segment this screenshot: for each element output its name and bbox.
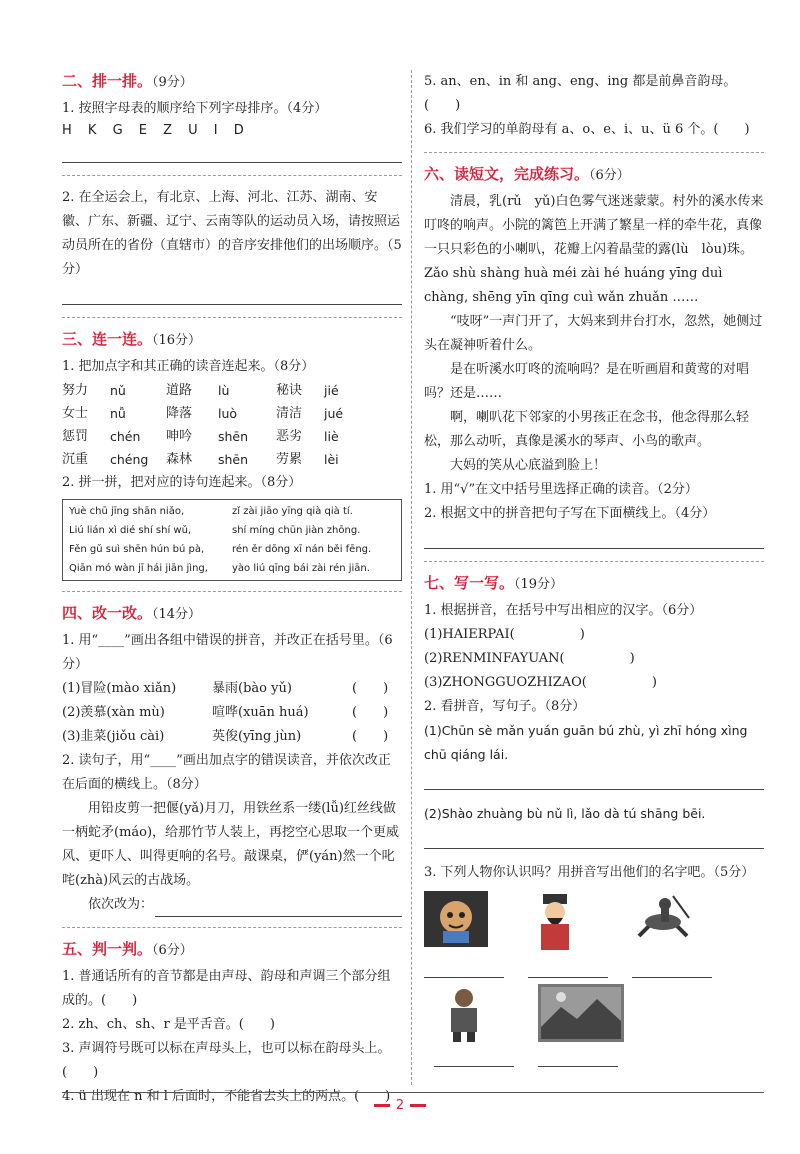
sec2-q1: 1. 按照字母表的顺序给下列字母排序。（4分） [62, 101, 328, 116]
judge-item: 3. 声调符号既可以标在声母头上，也可以标在韵母头上。( ) [62, 1041, 391, 1080]
section-5-title: 五、判一判。（6分） [62, 940, 193, 958]
section-2-title: 二、排一排。（9分） [62, 72, 193, 90]
footer-line [62, 1092, 764, 1093]
section-4-title: 四、改一改。（14分） [62, 604, 202, 622]
answer-line[interactable] [424, 771, 764, 790]
character-picture [632, 891, 696, 947]
sec7-q3: 3. 下列人物你认识吗？用拼音写出他们的名字吧。（5分） [424, 865, 755, 880]
section-3-title: 三、连一连。（16分） [62, 330, 202, 348]
sec6-q2: 2. 根据文中的拼音把句子写在下面横线上。（4分） [424, 506, 716, 521]
caps-item: (3)ZHONGGUOZHIZAO( ) [424, 675, 657, 690]
letters: H K G E Z U I D [62, 123, 250, 138]
character-pictures-row-2 [434, 984, 764, 1067]
character-picture [434, 986, 494, 1042]
answer-blank[interactable] [528, 967, 608, 978]
fix-row: (1)冒险(mào xiǎn) 暴雨(bào yǔ) ( ) [62, 681, 389, 696]
reading-paragraph: “吱呀”一声门开了，大妈来到井台打水，忽然，她侧过头在凝神听着什么。 [424, 314, 763, 353]
fix-row: (2)羡慕(xàn mù) 喧哗(xuān huá) ( ) [62, 705, 389, 720]
reading-paragraph: 是在听溪水叮咚的流响吗？是在听画眉和黄莺的对唱吗？还是…… [424, 362, 750, 401]
judge-item: 5. an、en、in 和 ang、eng、ing 都是前鼻音韵母。( ) [424, 74, 737, 113]
sec7-q2: 2. 看拼音，写句子。（8分） [424, 699, 586, 714]
judge-item: 2. zh、ch、sh、r 是平舌音。( ) [62, 1017, 275, 1032]
left-column [62, 70, 402, 1109]
sec4-q2: 2. 读句子，用“____”画出加点字的错误读音，并依次改正在后面的横线上。（8分） [62, 753, 391, 792]
fix-label: 依次改为： [88, 897, 154, 912]
caps-item: (1)HAIERPAI( ) [424, 627, 585, 642]
answer-blank[interactable] [424, 967, 504, 978]
reading-paragraph: 大妈的笑从心底溢到脸上！ [450, 458, 607, 473]
sec3-q2: 2. 拼一拼，把对应的诗句连起来。（8分） [62, 475, 302, 490]
character-pictures-row-1 [424, 891, 764, 978]
answer-line[interactable] [62, 144, 402, 163]
pinyin-sentence: (2)Shào zhuàng bù nǔ lì, lǎo dà tú shāng bēi. [424, 806, 706, 821]
page-number: 2 [0, 1098, 800, 1113]
section-7-title: 七、写一写。（19分） [424, 574, 564, 592]
character-picture [424, 891, 488, 947]
sec4-passage: 用铅皮剪一把偃(yǎ)月刀，用铁丝系一缕(lǚ)红丝线做一柄蛇矛(máo)，给那竹节人装上，再挖空心思取一个更威风、更吓人、叫得更响的名号。敲课桌，俨(yán)然一个叱咤(zhà)风云的古战场。 [62, 801, 400, 888]
column-divider [411, 70, 412, 1085]
judge-item: 1. 普通话所有的音节都是由声母、韵母和声调三个部分组成的。( ) [62, 969, 391, 1008]
fix-answer-line[interactable] [155, 900, 402, 917]
right-column [424, 70, 764, 1073]
pinyin-sentence: (1)Chūn sè mǎn yuán guān bú zhù, yì zhī hóng xìng chū qiáng lái. [424, 723, 748, 762]
answer-line[interactable] [62, 286, 402, 305]
sec2-q2: 2. 在全运会上，有北京、上海、河北、江苏、湖南、安徽、广东、新疆、辽宁、云南等队的运动员入场，请按照运动员所在的省份（直辖市）的音序安排他们的出场顺序。（5分） [62, 190, 402, 277]
character-picture [528, 891, 582, 953]
caps-item: (2)RENMINFAYUAN( ) [424, 651, 635, 666]
answer-blank[interactable] [434, 1056, 514, 1067]
judge-item: 4. ü 出现在 n 和 l 后面时，不能省去头上的两点。( ) [62, 1089, 391, 1104]
sec6-q1: 1. 用“√”在文中括号里选择正确的读音。（2分） [424, 482, 698, 497]
reading-paragraph: 清晨，乳(rǔ yǔ)白色雾气迷迷蒙蒙。村外的溪水传来叮咚的响声。小院的篱笆上开满了繁星一样的牵牛花，真像一只只彩色的小喇叭，花瓣上闪着晶莹的露(lù lòu)珠。Zǎo shù shàng huà méi zài hé huáng yīng duì chàng, shēng yīn qīng cuì wǎn zhuǎn …… [424, 194, 764, 305]
sec3-q1: 1. 把加点字和其正确的读音连起来。（8分） [62, 359, 315, 374]
answer-blank[interactable] [632, 967, 712, 978]
character-picture [538, 984, 624, 1042]
sec7-q1: 1. 根据拼音，在括号中写出相应的汉字。（6分） [424, 603, 703, 618]
section-6-title: 六、读短文，完成练习。（6分） [424, 165, 630, 183]
reading-paragraph: 啊，喇叭花下邻家的小男孩正在念书，他念得那么轻松，那么动听，真像是溪水的琴声、小鸟的歌声。 [424, 410, 750, 449]
judge-item: 6. 我们学习的单韵母有 a、o、e、i、u、ü 6 个。( ) [424, 122, 750, 137]
answer-blank[interactable] [538, 1056, 618, 1067]
answer-line[interactable] [424, 530, 764, 549]
answer-line[interactable] [424, 830, 764, 849]
sec4-q1: 1. 用“____”画出各组中错误的拼音，并改正在括号里。（6分） [62, 633, 393, 672]
fix-row: (3)韭菜(jiǒu cài) 英俊(yīng jùn) ( ) [62, 729, 389, 744]
pinyin-match-grid: 努力 nǔ 道路 lù 秘诀 jié 女士 nǚ 降落 luò 清洁 jué 惩罚 chén 呻吟 shēn 恶劣 liè 沉重 chéng 森林 shēn 劳累 lèi [62, 383, 344, 467]
poem-box: Yuè chū jīng shān niǎo, zǐ zài jiāo yīng qià qià tí. Liú lián xì dié shí shí wǔ, shí míng chūn jiàn zhōng. Fěn gǔ suì shēn hún bú pà, rén ěr dōng xī nán běi fēng. Qiān mó wàn jī hái jiān jìng, yào liú qīng bái zài rén jiān. [62, 499, 402, 581]
